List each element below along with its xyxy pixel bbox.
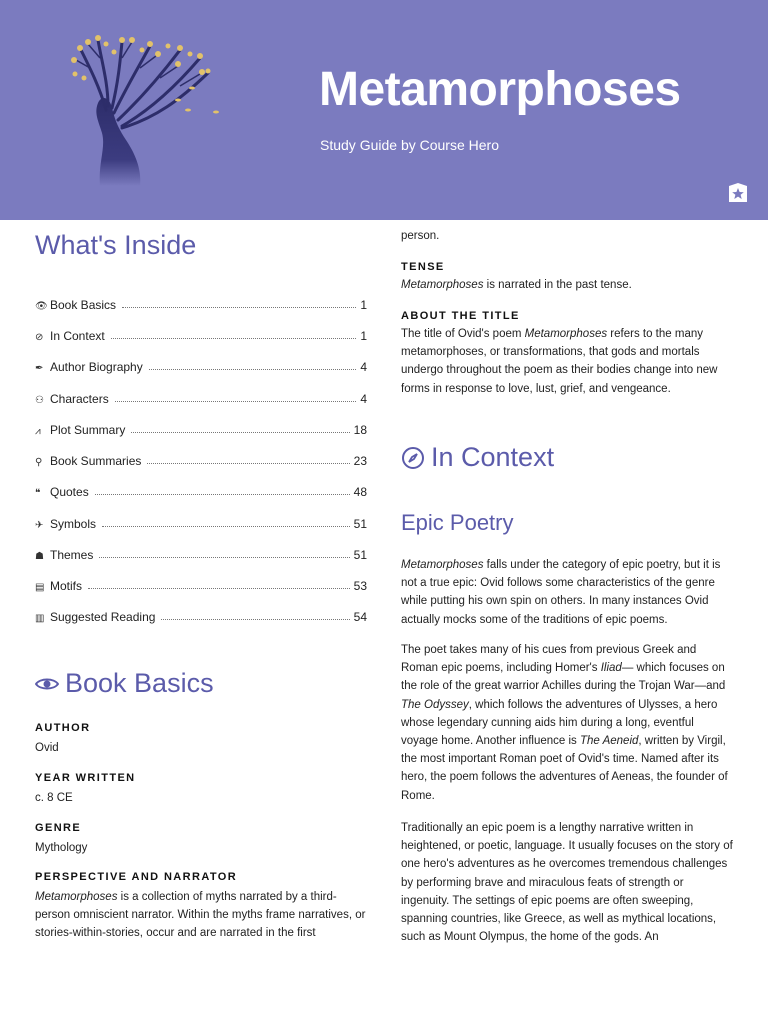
course-hero-logo-icon bbox=[728, 183, 748, 203]
tense-value: Metamorphoses is narrated in the past tense. bbox=[401, 279, 632, 291]
toc-item-page: 1 bbox=[360, 329, 367, 343]
toc-leader bbox=[111, 338, 357, 339]
toc-leader bbox=[131, 432, 349, 433]
chart-icon: ⩘ bbox=[35, 426, 41, 437]
toc-item-page: 1 bbox=[360, 298, 367, 312]
quill-icon: ✒ bbox=[35, 363, 44, 374]
toc-leader bbox=[122, 307, 356, 308]
page-title: Metamorphoses bbox=[319, 63, 681, 116]
eye-icon bbox=[35, 676, 59, 692]
toc-item-label: Characters bbox=[50, 392, 109, 406]
toc-item-label: Book Basics bbox=[50, 298, 117, 312]
document-icon: ▤ bbox=[35, 582, 45, 593]
year-label: YEAR WRITTEN bbox=[35, 772, 136, 784]
author-value: Ovid bbox=[35, 742, 59, 754]
toc-item-page: 18 bbox=[353, 423, 367, 437]
year-value: c. 8 CE bbox=[35, 792, 73, 804]
book-basics-heading bbox=[35, 668, 214, 699]
toc-item-label: Plot Summary bbox=[50, 423, 126, 437]
toc-item-label: Motifs bbox=[50, 579, 83, 593]
toc-item-label: Book Summaries bbox=[50, 454, 142, 468]
toc-item-page: 48 bbox=[353, 485, 367, 499]
toc-item-themes[interactable] bbox=[35, 542, 367, 562]
author-label: AUTHOR bbox=[35, 722, 91, 734]
about-title-label: ABOUT THE TITLE bbox=[401, 310, 520, 322]
toc-item-label: Themes bbox=[50, 548, 94, 562]
toc-item-plot-summary[interactable] bbox=[35, 417, 367, 437]
tree-woman-illustration bbox=[60, 28, 230, 188]
toc-leader bbox=[161, 619, 349, 620]
toc-leader bbox=[147, 463, 349, 464]
toc-item-page: 51 bbox=[353, 517, 367, 531]
genre-label: GENRE bbox=[35, 822, 82, 834]
toc-item-label: Symbols bbox=[50, 517, 97, 531]
toc-item-page: 4 bbox=[360, 392, 367, 406]
search-icon: ⚲ bbox=[35, 457, 43, 468]
toc-item-label: Quotes bbox=[50, 485, 89, 499]
toc-item-author-biography[interactable] bbox=[35, 354, 367, 374]
toc-item-book-basics[interactable] bbox=[35, 292, 367, 312]
toc-item-page: 4 bbox=[360, 360, 367, 374]
perspective-text: Metamorphoses is a collection of myths narrated by a third-person omniscient narrator. Within the myths frame narratives, or stories-within-stories, occur and are narrated in the first bbox=[35, 891, 366, 940]
toc-item-page: 53 bbox=[353, 579, 367, 593]
compass-icon bbox=[401, 446, 425, 470]
in-context-heading bbox=[401, 442, 554, 473]
toc-item-motifs[interactable] bbox=[35, 573, 367, 593]
people-icon: ⚇ bbox=[35, 395, 44, 406]
epic-paragraph-1: Metamorphoses falls under the category of epic poetry, but it is not a true epic: Ovid follows some characteristics of the genre while putting his own spin on others. In many instances Ovid actually mocks some of the traditions of epic poems. bbox=[401, 559, 721, 626]
book-basics-title: Book Basics bbox=[65, 668, 214, 698]
toc-item-suggested-reading[interactable] bbox=[35, 604, 367, 624]
toc-item-quotes[interactable] bbox=[35, 479, 367, 499]
toc-item-label: In Context bbox=[50, 329, 105, 343]
toc-item-in-context[interactable] bbox=[35, 323, 367, 343]
toc-item-page: 51 bbox=[353, 548, 367, 562]
masks-icon: ☗ bbox=[35, 551, 44, 562]
toc-item-page: 23 bbox=[353, 454, 367, 468]
toc-item-label: Suggested Reading bbox=[50, 610, 156, 624]
toc-item-book-summaries[interactable] bbox=[35, 448, 367, 468]
toc-leader bbox=[95, 494, 350, 495]
perspective-label: PERSPECTIVE AND NARRATOR bbox=[35, 871, 238, 883]
toc-leader bbox=[149, 369, 357, 370]
eye-icon: 👁 bbox=[35, 301, 48, 312]
perspective-continued: person. bbox=[401, 230, 440, 242]
toc-item-label: Author Biography bbox=[50, 360, 143, 374]
in-context-title: In Context bbox=[431, 442, 555, 472]
epic-poetry-heading: Epic Poetry bbox=[401, 510, 514, 535]
toc-leader bbox=[115, 401, 357, 402]
epic-paragraph-2: The poet takes many of his cues from previous Greek and Roman epic poems, including Homer's Iliad— which focuses on the role of the great warrior Achilles during the Trojan War—and The Odyssey, which follows the adventures of Ulysses, a hero whose legendary cunning aids him during a long, eventful voyage home. Another influence is The Aeneid, written by Virgil, the most important Roman poet of Ovid's time. Named after its hero, the poem follows the adventures of Aeneas, the founder of Rome. bbox=[401, 644, 728, 802]
quote-icon: ❝ bbox=[35, 488, 41, 499]
genre-value: Mythology bbox=[35, 842, 88, 854]
page-subtitle: Study Guide by Course Hero bbox=[320, 137, 499, 153]
toc-item-symbols[interactable] bbox=[35, 511, 367, 531]
header-banner bbox=[0, 0, 768, 220]
whats-inside-heading: What's Inside bbox=[35, 230, 197, 260]
bird-icon: ✈ bbox=[35, 520, 44, 531]
tense-label: TENSE bbox=[401, 261, 445, 273]
toc-leader bbox=[99, 557, 349, 558]
toc-item-characters[interactable] bbox=[35, 386, 367, 406]
epic-paragraph-3: Traditionally an epic poem is a lengthy narrative written in heightened, or poetic, language. It usually focuses on the story of one hero's adventures as he overcomes tremendous challenges by performing brave and miraculous feats of strength or ingenuity. The settings of epic poems are often sweeping, spanning countries, like Greece, as well as mythical locations, such as Mount Olympus, the home of the gods. An bbox=[401, 822, 733, 944]
toc-leader bbox=[102, 526, 350, 527]
compass-icon: ⊘ bbox=[35, 332, 44, 343]
books-icon: ▥ bbox=[35, 613, 45, 624]
toc-item-page: 54 bbox=[353, 610, 367, 624]
toc-leader bbox=[88, 588, 350, 589]
about-title-text: The title of Ovid's poem Metamorphoses refers to the many metamorphoses, or transformations, that gods and mortals undergo throughout the poem as their bodies change into new forms in response to love, lust, grief, and vengeance. bbox=[401, 328, 718, 395]
